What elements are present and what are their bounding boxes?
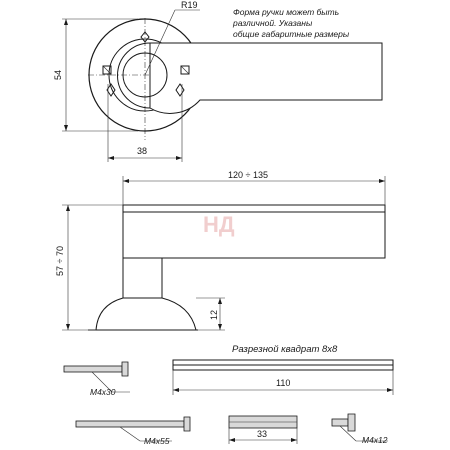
screw-label-m4x12: M4x12 <box>362 435 388 445</box>
dim-rose-height: 12 <box>209 309 219 320</box>
watermark-logo: НД <box>203 212 235 237</box>
dim-radius: R19 <box>181 0 198 10</box>
dim-height-side: 57 ÷ 70 <box>55 246 65 276</box>
square-length: 110 <box>276 378 291 388</box>
screw-m4x55 <box>76 417 190 441</box>
dim-width-rose: 38 <box>137 146 148 156</box>
side-view <box>62 176 385 330</box>
note-line-3: общие габаритные размеры <box>233 29 350 39</box>
screw-label-m4x55: M4x55 <box>144 436 170 446</box>
bushing-length: 33 <box>257 429 268 439</box>
screw-label-m4x30: M4x30 <box>90 387 116 397</box>
dim-height-top: 54 <box>53 69 63 80</box>
dim-length: 120 ÷ 135 <box>228 170 268 180</box>
square-label: Разрезной квадрат 8x8 <box>232 344 338 355</box>
note-line-1: Форма ручки может быть <box>233 7 340 17</box>
note-line-2: различной. Указаны <box>233 18 313 28</box>
